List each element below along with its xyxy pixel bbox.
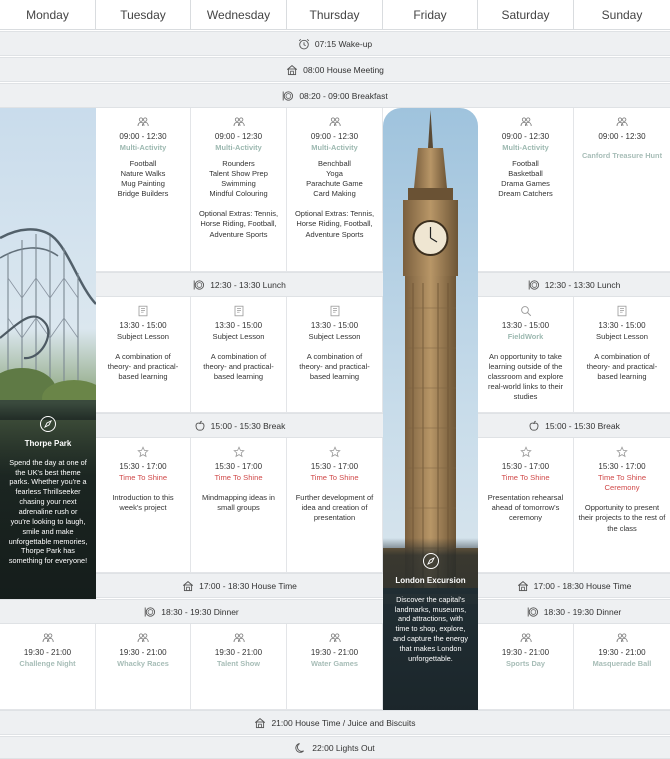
band-dinner-weekend <box>478 599 670 624</box>
session-description: Opportunity to present their projects to the rest of the class <box>578 503 666 533</box>
session-description: Presentation rehearsal ahead of tomorrow's ceremony <box>487 493 564 523</box>
afternoon-cell-tuesday <box>96 297 191 413</box>
house-icon <box>286 64 298 76</box>
band-text: 08:20 - 09:00 Breakfast <box>299 90 388 101</box>
band-text: 17:00 - 18:30 House Time <box>199 580 297 591</box>
activity-item: Mindful Colouring <box>209 189 268 199</box>
band-break-weekend <box>478 413 670 438</box>
session-label: Subject Lesson <box>596 331 648 341</box>
session-time: 13:30 - 15:00 <box>598 321 646 330</box>
star-icon <box>233 446 245 458</box>
plate-cutlery-icon <box>528 279 540 291</box>
session-time: 15:30 - 17:00 <box>214 462 263 471</box>
band-wakeup <box>0 31 670 56</box>
star-icon <box>329 446 341 458</box>
session-time: 13:30 - 15:00 <box>214 321 263 330</box>
people-icon <box>520 632 532 644</box>
session-description: A combination of theory- and practical-based learning <box>299 352 370 382</box>
band-text: 12:30 - 13:30 Lunch <box>544 279 621 290</box>
people-icon <box>137 632 149 644</box>
morning-cell-saturday <box>478 108 574 272</box>
session-label: Time To Shine <box>501 472 550 482</box>
evening-cell-tuesday <box>96 624 191 710</box>
plate-cutlery-icon <box>527 606 539 618</box>
afternoon-cell-wednesday <box>191 297 287 413</box>
activity-item: Talent Show Prep <box>209 168 268 178</box>
session-time: 13:30 - 15:00 <box>119 321 167 330</box>
activity-item: Rounders <box>222 158 255 168</box>
afternoon-cell-saturday <box>478 297 574 413</box>
session-label: Sports Day <box>505 658 546 668</box>
activity-item: Basketball <box>508 168 543 178</box>
activity-item: Mug Painting <box>121 179 165 189</box>
shine-cell-tuesday <box>96 438 191 573</box>
session-time: 19:30 - 21:00 <box>501 648 550 657</box>
plate-cutlery-icon <box>193 279 205 291</box>
session-description: A combination of theory- and practical-based learning <box>203 352 274 382</box>
moon-icon <box>295 742 307 754</box>
people-icon <box>137 116 149 128</box>
excursion-description: Discover the capital's landmarks, museums, and attractions, with time to shop, explore, and capture the energy that makes London unforgettable. <box>392 594 469 663</box>
book-icon <box>233 305 245 317</box>
band-text: 21:00 House Time / Juice and Biscuits <box>271 717 416 728</box>
session-label: Whacky Races <box>117 658 169 668</box>
alarm-clock-icon <box>298 38 310 50</box>
activity-item: Swimming <box>221 179 256 189</box>
morning-cell-thursday <box>287 108 383 272</box>
activity-item: Benchball <box>318 158 351 168</box>
session-description: A combination of theory- and practical-based learning <box>586 352 658 382</box>
day-label: Thursday <box>309 7 360 22</box>
excursion-card-london <box>383 108 478 710</box>
session-time: 15:30 - 17:00 <box>598 462 646 471</box>
activity-item: Nature Walks <box>120 168 166 178</box>
session-label: Masquerade Ball <box>592 658 652 668</box>
people-icon <box>233 116 245 128</box>
session-label: Multi-Activity <box>215 142 262 152</box>
band-lights-out <box>0 736 670 759</box>
session-time: 19:30 - 21:00 <box>23 648 72 657</box>
band-house-time-weekend <box>478 573 670 598</box>
star-icon <box>616 446 628 458</box>
star-icon <box>137 446 149 458</box>
book-icon <box>137 305 149 317</box>
compass-icon <box>39 415 57 433</box>
activity-item: Dream Catchers <box>498 189 553 199</box>
people-icon <box>233 632 245 644</box>
band-text: 22:00 Lights Out <box>312 742 375 753</box>
session-description: Introduction to this week's project <box>112 493 174 513</box>
morning-cell-tuesday <box>96 108 191 272</box>
afternoon-cell-sunday <box>574 297 670 413</box>
session-time: 09:00 - 12:30 <box>501 132 550 141</box>
session-label: Talent Show <box>217 658 260 668</box>
evening-cell-monday <box>0 624 96 710</box>
plate-cutlery-icon <box>144 606 156 618</box>
session-time: 19:30 - 21:00 <box>119 648 167 657</box>
evening-cell-saturday <box>478 624 574 710</box>
band-text: 18:30 - 19:30 Dinner <box>543 606 622 617</box>
band-juice-biscuits <box>0 710 670 735</box>
session-label: Challenge Night <box>19 658 76 668</box>
activity-item: Football <box>129 158 157 168</box>
shine-cell-thursday <box>287 438 383 573</box>
session-time: 15:30 - 17:00 <box>501 462 550 471</box>
session-label: Time To Shine <box>310 472 359 482</box>
session-label: Multi-Activity <box>502 142 549 152</box>
evening-cell-thursday <box>287 624 383 710</box>
activity-item: Bridge Builders <box>117 189 169 199</box>
band-text: 18:30 - 19:30 Dinner <box>161 606 239 617</box>
session-description: A combination of theory- and practical-based learning <box>107 352 179 382</box>
band-text: 17:00 - 18:30 House Time <box>533 580 632 591</box>
people-icon <box>520 116 532 128</box>
house-icon <box>517 580 529 592</box>
session-label: Time To Shine <box>118 472 168 482</box>
magnifier-icon <box>520 305 532 317</box>
shine-cell-wednesday <box>191 438 287 573</box>
band-text: 12:30 - 13:30 Lunch <box>210 279 286 290</box>
session-time: 13:30 - 15:00 <box>310 321 359 330</box>
apple-icon <box>194 420 206 432</box>
excursion-card-thorpe-park <box>0 108 96 599</box>
band-house-time-midweek <box>96 573 383 598</box>
session-time: 09:00 - 12:30 <box>119 132 167 141</box>
book-icon <box>616 305 628 317</box>
book-icon <box>329 305 341 317</box>
session-label: Water Games <box>311 658 358 668</box>
band-dinner-midweek <box>0 599 383 624</box>
morning-cell-sunday <box>574 108 670 272</box>
session-time: 15:30 - 17:00 <box>119 462 167 471</box>
band-breakfast <box>0 83 670 108</box>
shine-cell-saturday <box>478 438 574 573</box>
session-description: An opportunity to take learning outside of the classroom and explore real-world links to their studies <box>487 351 564 402</box>
band-text: 15:00 - 15:30 Break <box>210 420 286 431</box>
day-header-saturday <box>478 0 574 30</box>
house-icon <box>182 580 194 592</box>
session-label: Subject Lesson <box>117 331 169 341</box>
excursion-name: London Excursion <box>395 576 466 585</box>
band-break-midweek <box>96 413 383 438</box>
star-icon <box>520 446 532 458</box>
band-lunch-weekend <box>478 272 670 297</box>
session-label: FieldWork <box>507 331 544 341</box>
day-label: Saturday <box>501 7 550 22</box>
session-time: 19:30 - 21:00 <box>598 648 646 657</box>
band-lunch-midweek <box>96 272 383 297</box>
shine-cell-sunday <box>574 438 670 573</box>
plate-cutlery-icon <box>282 90 294 102</box>
house-icon <box>254 717 266 729</box>
activity-item: Football <box>512 158 539 168</box>
compass-icon <box>422 552 440 570</box>
session-label: Multi-Activity <box>119 142 167 152</box>
people-icon <box>329 116 341 128</box>
activity-item: Card Making <box>313 189 356 199</box>
day-header-wednesday <box>191 0 287 30</box>
people-icon <box>616 632 628 644</box>
session-time: 13:30 - 15:00 <box>501 321 550 330</box>
morning-cell-wednesday <box>191 108 287 272</box>
session-time: 09:00 - 12:30 <box>310 132 359 141</box>
session-time: 19:30 - 21:00 <box>310 648 359 657</box>
session-description: Further development of idea and creation of presentation <box>295 493 374 523</box>
day-header-thursday <box>287 0 383 30</box>
session-time: 09:00 - 12:30 <box>214 132 263 141</box>
activity-item: Parachute Game <box>306 179 363 189</box>
excursion-description: Spend the day at one of the UK's best theme parks. Whether you're a fearless Thrillseeker chasing your next adrenaline rush or you're looking to laugh, smile and make unforgettable memories, Thorpe Park has something for everyone! <box>8 457 88 566</box>
day-label: Friday <box>413 7 447 22</box>
people-icon <box>616 116 628 128</box>
band-text: 08:00 House Meeting <box>303 64 384 75</box>
day-header-monday <box>0 0 96 30</box>
band-text: 15:00 - 15:30 Break <box>545 420 620 431</box>
session-label: Time To Shine <box>214 472 263 482</box>
session-label: Canford Treasure Hunt <box>581 150 663 160</box>
excursion-name: Thorpe Park <box>24 439 72 448</box>
session-label: Subject Lesson <box>308 331 361 341</box>
evening-cell-wednesday <box>191 624 287 710</box>
session-description: Mindmapping ideas in small groups <box>202 493 275 513</box>
day-label: Sunday <box>601 7 643 22</box>
band-house-meeting <box>0 57 670 82</box>
session-label: Multi-Activity <box>311 142 358 152</box>
evening-cell-sunday <box>574 624 670 710</box>
apple-icon <box>528 420 540 432</box>
session-label: Time To Shine Ceremony <box>597 472 647 493</box>
activity-item: Yoga <box>326 168 343 178</box>
activity-item: Drama Games <box>501 179 550 189</box>
session-time: 09:00 - 12:30 <box>598 132 646 141</box>
optional-extras: Optional Extras: Tennis, Horse Riding, Football, Adventure Sports <box>198 209 279 239</box>
session-time: 15:30 - 17:00 <box>310 462 359 471</box>
session-time: 19:30 - 21:00 <box>214 648 263 657</box>
day-label: Tuesday <box>120 7 166 22</box>
optional-extras: Optional Extras: Tennis, Horse Riding, Football, Adventure Sports <box>294 209 375 239</box>
day-label: Monday <box>26 7 69 22</box>
day-header-friday <box>383 0 478 30</box>
day-label: Wednesday <box>206 7 271 22</box>
people-icon <box>42 632 54 644</box>
people-icon <box>329 632 341 644</box>
session-label: Subject Lesson <box>212 331 265 341</box>
day-header-sunday <box>574 0 670 30</box>
day-header-tuesday <box>96 0 191 30</box>
band-text: 07:15 Wake-up <box>314 38 373 49</box>
afternoon-cell-thursday <box>287 297 383 413</box>
